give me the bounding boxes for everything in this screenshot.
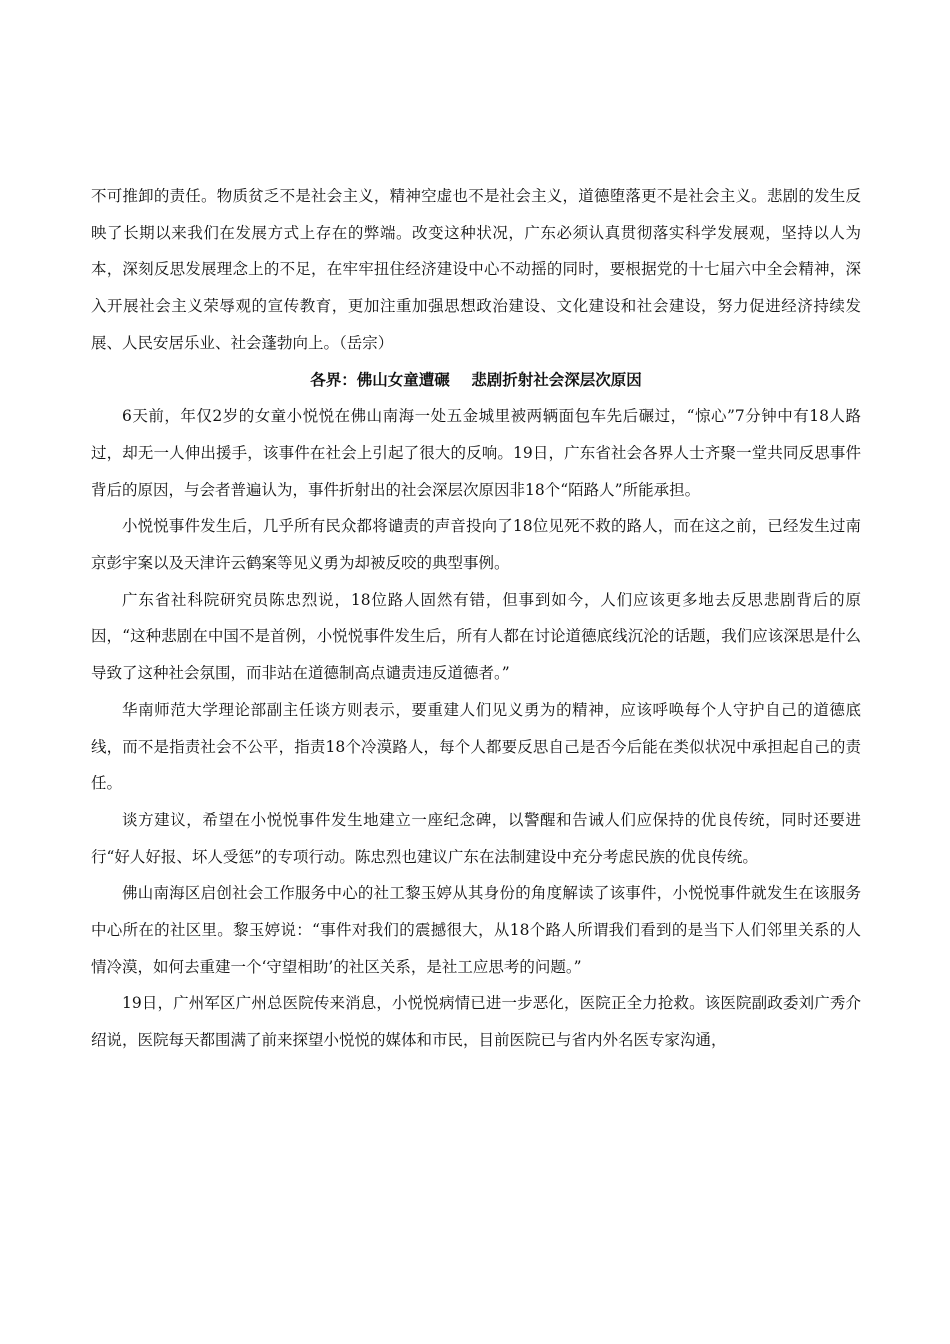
paragraph-6: 佛山南海区启创社会工作服务中心的社工黎玉婷从其身份的角度解读了该事件，小悦悦事件就发生在该服务中心所在的社区里。黎玉婷说：“事件对我们的震撼很大，从18个路人所谓我们看到的是当下人们邻里关系的人情冷漠，如何去重建一个‘守望相助’的社区关系，是社工应思考的问题。”	[91, 884, 861, 976]
paragraph-3: 广东省社科院研究员陈忠烈说，18位路人固然有错，但事到如今，人们应该更多地去反思悲剧背后的原因，“这种悲剧在中国不是首例，小悦悦事件发生后，所有人都在讨论道德底线沉沦的话题，我们应该深思是什么导致了这种社会氛围，而非站在道德制高点谴责违反道德者。”	[91, 590, 861, 683]
paragraph-7: 19日，广州军区广州总医院传来消息，小悦悦病情已进一步恶化，医院正全力抢救。该医院副政委刘广秀介绍说，医院每天都围满了前来探望小悦悦的媒体和市民，目前医院已与省内外名医专家沟通，	[91, 994, 861, 1050]
article-headline: 各界：佛山女童遭碾 悲剧折射社会深层次原因	[310, 370, 642, 389]
intro-paragraph: 不可推卸的责任。物质贫乏不是社会主义，精神空虚也不是社会主义，道德堕落更不是社会主义。悲剧的发生反映了长期以来我们在发展方式上存在的弊端。改变这种状况，广东必须认真贯彻落实科学发展观，坚持以人为本，深刻反思发展理念上的不足，在牢牢扭住经济建设中心不动摇的同时，要根据党的十七届六中全会精神，深入开展社会主义荣辱观的宣传教育，更加注重加强思想政治建设、文化建设和社会建设，努力促进经济持续发展、人民安居乐业、社会蓬勃向上。（岳宗）	[91, 187, 861, 352]
paragraph-4: 华南师范大学理论部副主任谈方则表示，要重建人们见义勇为的精神，应该呼唤每个人守护自己的道德底线，而不是指责社会不公平，指责18个冷漠路人，每个人都要反思自己是否今后能在类似状况中承担起自己的责任。	[91, 700, 861, 793]
paragraph-5: 谈方建议，希望在小悦悦事件发生地建立一座纪念碑，以警醒和告诫人们应保持的优良传统，同时还要进行“好人好报、坏人受惩”的专项行动。陈忠烈也建议广东在法制建设中充分考虑民族的优良传统。	[91, 810, 861, 866]
document-page	[91, 178, 861, 1059]
paragraph-1: 6天前，年仅2岁的女童小悦悦在佛山南海一处五金城里被两辆面包车先后碾过，“惊心”7分钟中有18人路过，却无一人伸出援手，该事件在社会上引起了很大的反响。19日，广东省社会各界人士齐聚一堂共同反思事件背后的原因，与会者普遍认为，事件折射出的社会深层次原因非18个“陌路人”所能承担。	[91, 407, 861, 499]
paragraph-2: 小悦悦事件发生后，几乎所有民众都将谴责的声音投向了18位见死不救的路人，而在这之前，已经发生过南京彭宇案以及天津许云鹤案等见义勇为却被反咬的典型事例。	[91, 517, 861, 573]
